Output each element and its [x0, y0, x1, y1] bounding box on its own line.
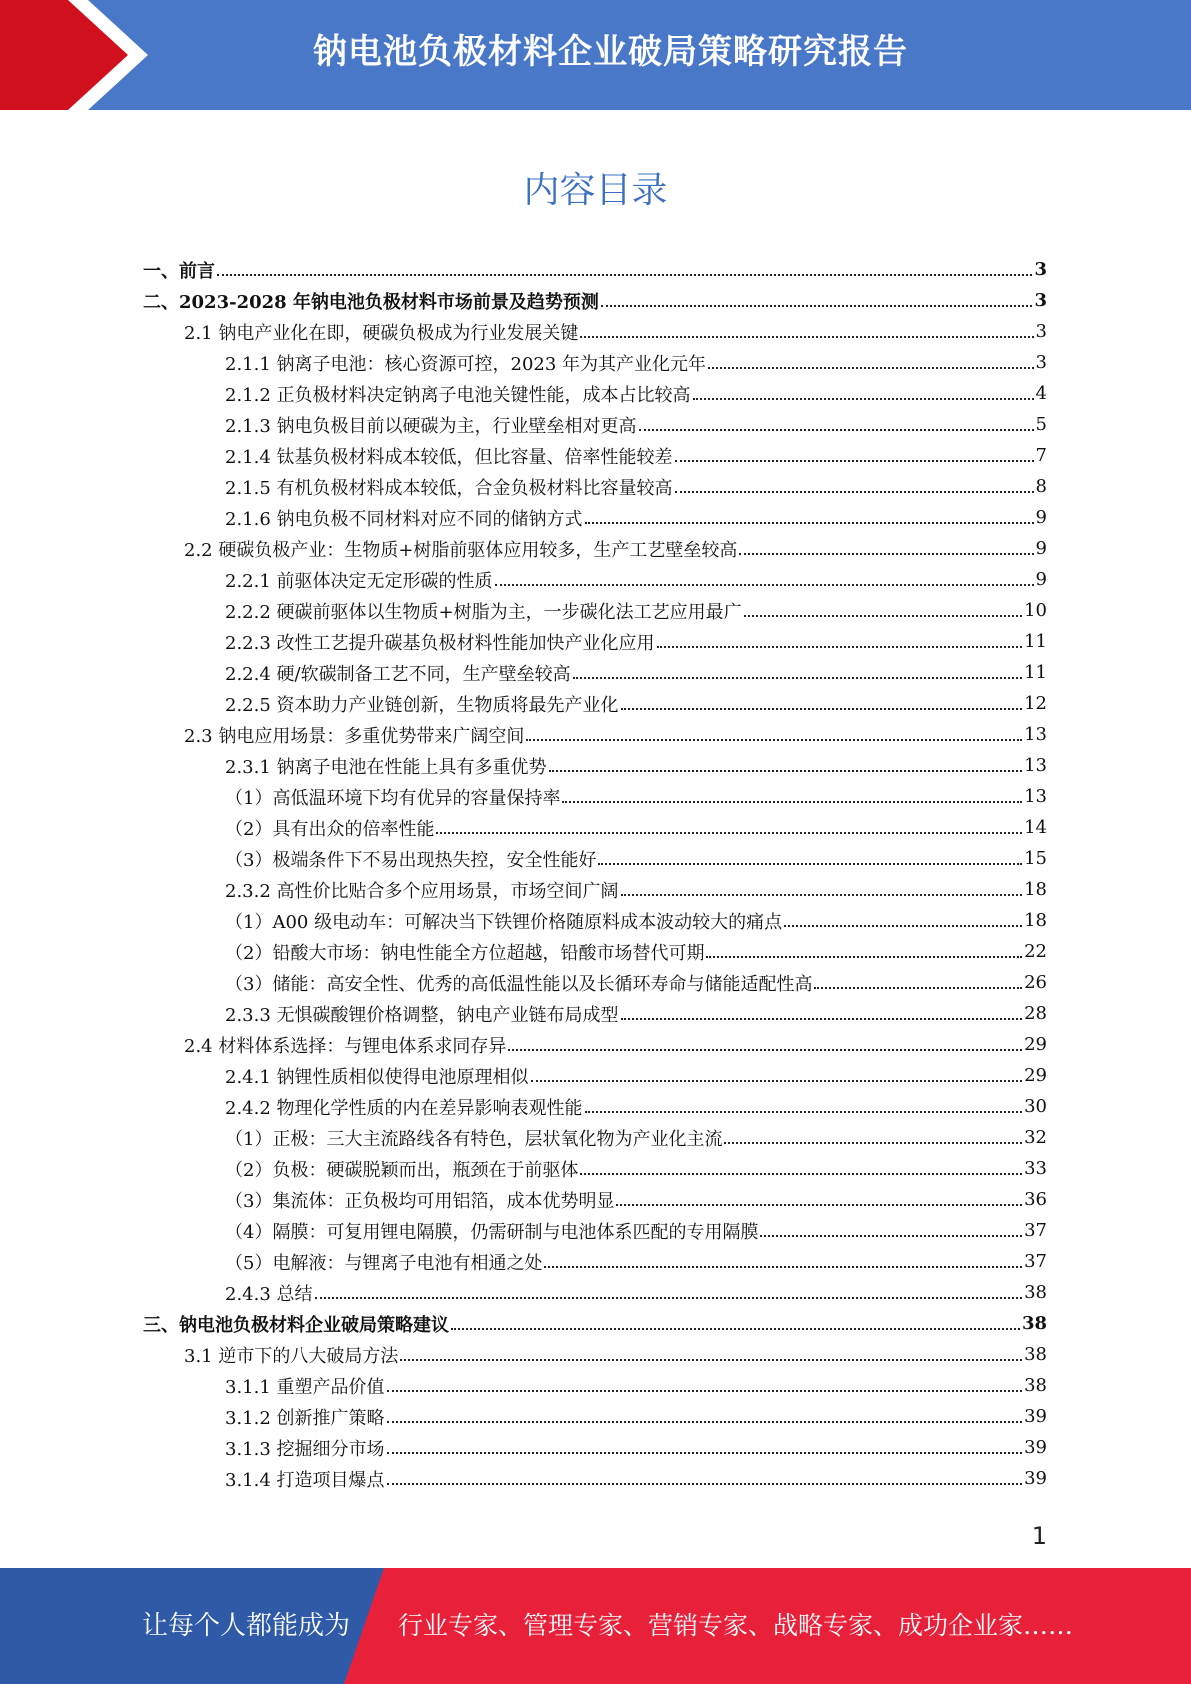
- toc-entry[interactable]: [143, 254, 1047, 285]
- toc-entry[interactable]: [225, 347, 1047, 378]
- toc-entry[interactable]: [225, 657, 1047, 688]
- toc-entry-label: 2.2.2 硬碳前驱体以生物质+树脂为主，一步碳化法工艺应用最广: [225, 601, 742, 623]
- toc-leader-dots: [315, 1297, 1023, 1299]
- toc-entry-page: 33: [1024, 1158, 1047, 1179]
- toc-leader-dots: [549, 770, 1023, 772]
- toc-entry[interactable]: [225, 1122, 1047, 1153]
- toc-entry[interactable]: [225, 998, 1047, 1029]
- toc-entry-page: 28: [1024, 1003, 1047, 1024]
- toc-entry-page: 3: [1035, 321, 1047, 342]
- toc-entry-page: 37: [1024, 1220, 1047, 1241]
- toc-entry-label: 2.2.1 前驱体决定无定形碳的性质: [225, 570, 493, 592]
- toc-leader-dots: [724, 1142, 1022, 1144]
- toc-entry-label: （5）电解液：与锂离子电池有相通之处: [225, 1252, 543, 1274]
- toc-entry-page: 39: [1024, 1468, 1047, 1489]
- toc-leader-dots: [573, 677, 1023, 679]
- toc-entry-page: 3: [1034, 259, 1047, 280]
- toc-entry[interactable]: [184, 719, 1047, 750]
- toc-entry-page: 37: [1024, 1251, 1047, 1272]
- toc-entry-label: 2.1.2 正负极材料决定钠离子电池关键性能，成本占比较高: [225, 384, 691, 406]
- toc-entry-page: 26: [1024, 972, 1047, 993]
- toc-leader-dots: [508, 1049, 1022, 1051]
- toc-entry-page: 38: [1024, 1282, 1047, 1303]
- toc-entry[interactable]: [225, 1153, 1047, 1184]
- toc-leader-dots: [387, 1483, 1023, 1485]
- toc-entry-page: 38: [1024, 1375, 1047, 1396]
- toc-leader-dots: [387, 1390, 1023, 1392]
- toc-entry-page: 7: [1035, 445, 1047, 466]
- toc-entry-label: （2）负极：硬碳脱颖而出，瓶颈在于前驱体: [225, 1159, 579, 1181]
- toc-entry[interactable]: [225, 409, 1047, 440]
- footer-slogan-right: 行业专家、管理专家、营销专家、战略专家、成功企业家……: [398, 1611, 1074, 1640]
- toc-leader-dots: [585, 522, 1034, 524]
- page-number: 1: [1031, 1522, 1047, 1550]
- toc-leader-dots: [585, 1111, 1023, 1113]
- toc-entry-label: 2.2.3 改性工艺提升碳基负极材料性能加快产业化应用: [225, 632, 655, 654]
- toc-leader-dots: [580, 1173, 1022, 1175]
- toc-entry[interactable]: [225, 936, 1047, 967]
- toc-entry-page: 9: [1035, 538, 1047, 559]
- header-banner: [0, 0, 1191, 110]
- toc-entry-label: 3.1 逆市下的八大破局方法: [184, 1345, 399, 1367]
- toc-entry-label: （2）具有出众的倍率性能: [225, 818, 435, 840]
- toc-entry[interactable]: [225, 781, 1047, 812]
- toc-entry-page: 32: [1024, 1127, 1047, 1148]
- toc-leader-dots: [526, 739, 1022, 741]
- toc-leader-dots: [531, 1080, 1023, 1082]
- toc-leader-dots: [580, 336, 1033, 338]
- toc-leader-dots: [784, 925, 1022, 927]
- toc-entry-page: 8: [1035, 476, 1047, 497]
- toc-leader-dots: [675, 491, 1034, 493]
- toc-entry[interactable]: [225, 502, 1047, 533]
- toc-leader-dots: [616, 1204, 1022, 1206]
- toc-entry-page: 29: [1024, 1065, 1047, 1086]
- toc-leader-dots: [706, 956, 1022, 958]
- toc-entry-label: （3）集流体：正负极均可用铝箔，成本优势明显: [225, 1190, 615, 1212]
- report-title: 钠电池负极材料企业破局策略研究报告: [313, 32, 908, 72]
- toc-leader-dots: [657, 646, 1023, 648]
- toc-entry-label: 2.2.4 硬/软碳制备工艺不同，生产壁垒较高: [225, 663, 571, 685]
- toc-entry[interactable]: [225, 1401, 1047, 1432]
- toc-entry[interactable]: [225, 595, 1047, 626]
- toc-leader-dots: [495, 584, 1034, 586]
- toc-entry-page: 22: [1024, 941, 1047, 962]
- toc-entry-page: 12: [1024, 693, 1047, 714]
- toc-entry[interactable]: [184, 533, 1047, 564]
- toc-leader-dots: [708, 367, 1033, 369]
- toc-entry[interactable]: [225, 905, 1047, 936]
- toc-entry-page: 13: [1024, 724, 1047, 745]
- toc-entry-page: 9: [1035, 569, 1047, 590]
- toc-entry-page: 4: [1035, 383, 1047, 404]
- toc-leader-dots: [621, 708, 1023, 710]
- toc-leader-dots: [562, 801, 1022, 803]
- toc-leader-dots: [400, 1359, 1022, 1361]
- toc-entry[interactable]: [225, 1463, 1047, 1494]
- toc-entry-page: 39: [1024, 1437, 1047, 1458]
- toc-leader-dots: [601, 305, 1033, 307]
- toc-entry-page: 14: [1024, 817, 1047, 838]
- toc-entry[interactable]: [225, 1215, 1047, 1246]
- toc-entry[interactable]: [225, 1277, 1047, 1308]
- toc-entry[interactable]: [225, 843, 1047, 874]
- toc-entry-label: 3.1.2 创新推广策略: [225, 1407, 385, 1429]
- toc-entry-page: 29: [1024, 1034, 1047, 1055]
- toc-entry-label: （3）储能：高安全性、优秀的高低温性能以及长循环寿命与储能适配性高: [225, 973, 813, 995]
- toc-entry-label: 2.1.3 钠电负极目前以硬碳为主，行业壁垒相对更高: [225, 415, 637, 437]
- toc-entry-page: 18: [1024, 910, 1047, 931]
- toc-entry-label: 2.4 材料体系选择：与锂电体系求同存异: [184, 1035, 507, 1057]
- toc-entry[interactable]: [184, 316, 1047, 347]
- toc-entry-label: 2.3.1 钠离子电池在性能上具有多重优势: [225, 756, 547, 778]
- toc-entry-label: （1）正极：三大主流路线各有特色，层状氧化物为产业化主流: [225, 1128, 723, 1150]
- toc-entry-label: 2.1.6 钠电负极不同材料对应不同的储钠方式: [225, 508, 583, 530]
- toc-entry-label: 2.3.2 高性价比贴合多个应用场景，市场空间广阔: [225, 880, 619, 902]
- toc-entry[interactable]: [225, 1060, 1047, 1091]
- toc-entry[interactable]: [225, 1091, 1047, 1122]
- toc-entry[interactable]: [225, 1246, 1047, 1277]
- toc-leader-dots: [739, 553, 1033, 555]
- toc-entry-label: 一、前言: [143, 260, 215, 282]
- toc-entry[interactable]: [225, 1184, 1047, 1215]
- toc-entry-page: 5: [1035, 414, 1047, 435]
- toc-entry-label: （1）高低温环境下均有优异的容量保持率: [225, 787, 561, 809]
- toc-leader-dots: [217, 274, 1032, 276]
- toc-entry[interactable]: [225, 750, 1047, 781]
- toc-leader-dots: [693, 398, 1034, 400]
- toc-entry-label: 2.2 硬碳负极产业：生物质+树脂前驱体应用较多，生产工艺壁垒较高: [184, 539, 738, 561]
- toc-entry-page: 15: [1024, 848, 1047, 869]
- toc-leader-dots: [744, 615, 1022, 617]
- toc-entry-label: 3.1.3 挖掘细分市场: [225, 1438, 385, 1460]
- toc-leader-dots: [436, 832, 1022, 834]
- toc-entry[interactable]: [184, 1029, 1047, 1060]
- toc-entry-label: 2.3.3 无惧碳酸锂价格调整，钠电产业链布局成型: [225, 1004, 619, 1026]
- toc-entry-label: 2.1.5 有机负极材料成本较低，合金负极材料比容量较高: [225, 477, 673, 499]
- toc-entry-label: （3）极端条件下不易出现热失控，安全性能好: [225, 849, 597, 871]
- toc-leader-dots: [814, 987, 1022, 989]
- toc-entry-page: 38: [1021, 1313, 1047, 1334]
- toc-entry-label: 2.3 钠电应用场景：多重优势带来广阔空间: [184, 725, 525, 747]
- toc-entry-page: 39: [1024, 1406, 1047, 1427]
- toc-heading: 内容目录: [523, 170, 668, 211]
- toc-entry-page: 3: [1034, 290, 1047, 311]
- toc-entry-label: （4）隔膜：可复用锂电隔膜，仍需研制与电池体系匹配的专用隔膜: [225, 1221, 759, 1243]
- toc-entry-label: 2.1.4 钛基负极材料成本较低，但比容量、倍率性能较差: [225, 446, 673, 468]
- toc-entry-page: 13: [1024, 786, 1047, 807]
- toc-entry-page: 38: [1024, 1344, 1047, 1365]
- toc-entry[interactable]: [225, 1370, 1047, 1401]
- toc-entry-label: 2.4.2 物理化学性质的内在差异影响表观性能: [225, 1097, 583, 1119]
- toc-entry[interactable]: [225, 967, 1047, 998]
- toc-entry-label: 2.4.3 总结: [225, 1283, 313, 1305]
- toc-entry-label: 3.1.4 打造项目爆点: [225, 1469, 385, 1491]
- toc-entry[interactable]: [225, 874, 1047, 905]
- toc-entry[interactable]: [225, 471, 1047, 502]
- toc-entry[interactable]: [225, 688, 1047, 719]
- toc-entry[interactable]: [225, 440, 1047, 471]
- toc-leader-dots: [451, 1328, 1020, 1330]
- toc-leader-dots: [544, 1266, 1022, 1268]
- toc-entry-label: 2.2.5 资本助力产业链创新，生物质将最先产业化: [225, 694, 619, 716]
- toc-entry-page: 13: [1024, 755, 1047, 776]
- toc-entry-label: 3.1.1 重塑产品价值: [225, 1376, 385, 1398]
- toc-entry-page: 9: [1035, 507, 1047, 528]
- toc-entry-label: （1）A00 级电动车：可解决当下铁锂价格随原料成本波动较大的痛点: [225, 911, 783, 933]
- toc-leader-dots: [760, 1235, 1022, 1237]
- toc-leader-dots: [598, 863, 1022, 865]
- toc-entry-page: 30: [1024, 1096, 1047, 1117]
- toc-leader-dots: [387, 1452, 1023, 1454]
- toc-entry-label: 2.1 钠电产业化在即，硬碳负极成为行业发展关键: [184, 322, 579, 344]
- toc-entry[interactable]: [225, 564, 1047, 595]
- toc-entry-label: 三、钠电池负极材料企业破局策略建议: [143, 1314, 449, 1336]
- toc-entry-label: 2.4.1 钠锂性质相似使得电池原理相似: [225, 1066, 529, 1088]
- toc-entry-page: 3: [1035, 352, 1047, 373]
- toc-entry-label: 2.1.1 钠离子电池：核心资源可控，2023 年为其产业化元年: [225, 353, 707, 375]
- toc-entry-page: 11: [1024, 662, 1047, 683]
- toc-entry[interactable]: [225, 1432, 1047, 1463]
- toc-entry[interactable]: [225, 626, 1047, 657]
- toc-leader-dots: [387, 1421, 1023, 1423]
- toc-entry-label: 二、2023-2028 年钠电池负极材料市场前景及趋势预测: [143, 291, 599, 313]
- footer-slogan-left: 让每个人都能成为: [142, 1611, 351, 1641]
- toc-leader-dots: [621, 894, 1023, 896]
- footer-banner: [0, 1568, 1191, 1684]
- toc-entry-label: （2）铅酸大市场：钠电性能全方位超越，铅酸市场替代可期: [225, 942, 705, 964]
- toc-leader-dots: [675, 460, 1034, 462]
- toc-entry[interactable]: [184, 1339, 1047, 1370]
- toc-entry[interactable]: [143, 1308, 1047, 1339]
- toc-entry-page: 36: [1024, 1189, 1047, 1210]
- toc-entry[interactable]: [225, 378, 1047, 409]
- toc-entry[interactable]: [143, 285, 1047, 316]
- toc-entry-page: 11: [1024, 631, 1047, 652]
- toc-leader-dots: [639, 429, 1034, 431]
- toc-entry-page: 18: [1024, 879, 1047, 900]
- toc-leader-dots: [621, 1018, 1023, 1020]
- toc-entry[interactable]: [225, 812, 1047, 843]
- toc-entry-page: 10: [1024, 600, 1047, 621]
